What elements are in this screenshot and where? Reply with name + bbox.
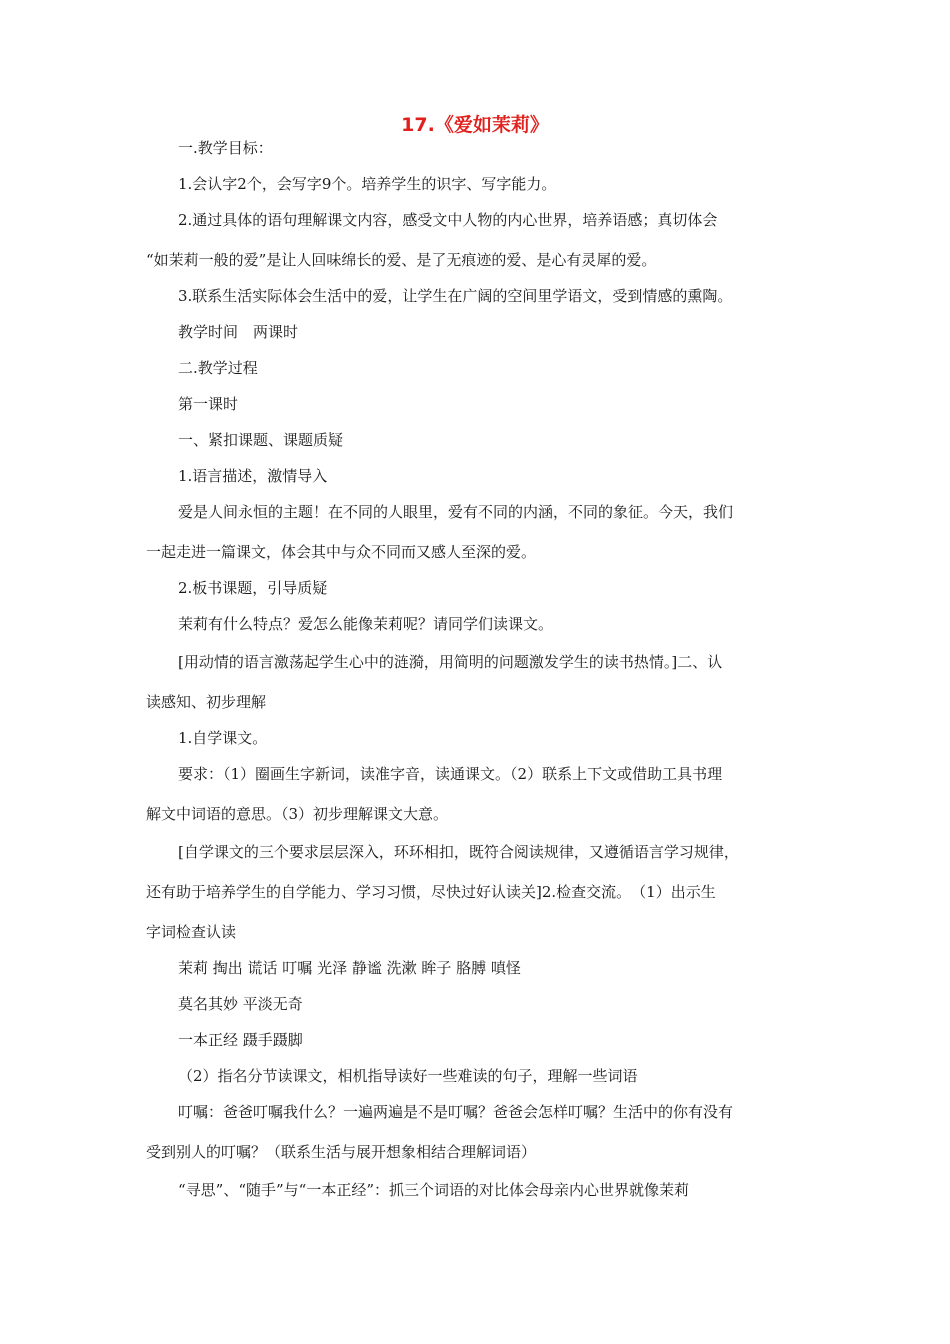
paragraph: 2.通过具体的语句理解课文内容，感受文中人物的内心世界，培养语感；真切体会 [178, 211, 718, 229]
paragraph: 字词检查认读 [146, 923, 237, 941]
paragraph: “寻思”、“随手”与“一本正经”：抓三个词语的对比体会母亲内心世界就像茉莉 [178, 1181, 690, 1199]
paragraph: 2.板书课题，引导质疑 [178, 579, 328, 597]
document-title: 17.《爱如茉莉》 [401, 114, 549, 136]
paragraph: 3.联系生活实际体会生活中的爱，让学生在广阔的空间里学语文，受到情感的熏陶。 [178, 287, 733, 305]
paragraph: 爱是人间永恒的主题！在不同的人眼里，爱有不同的内涵，不同的象征。今天，我们 [178, 503, 734, 521]
paragraph: （2）指名分节读课文，相机指导读好一些难读的句子，理解一些词语 [178, 1067, 638, 1085]
paragraph: 要求：（1）圈画生字新词，读准字音，读通课文。（2）联系上下文或借助工具书理 [178, 765, 723, 783]
paragraph: 解文中词语的意思。（3）初步理解课文大意。 [146, 805, 449, 823]
paragraph: 教学时间 两课时 [178, 323, 299, 341]
section-heading-objectives: 一.教学目标： [178, 139, 273, 157]
section-heading-process: 二.教学过程 [178, 359, 258, 377]
paragraph: 1.自学课文。 [178, 729, 268, 747]
paragraph: 1.会认字2个，会写字9个。培养学生的识字、写字能力。 [178, 175, 557, 193]
paragraph: 读感知、初步理解 [146, 693, 267, 711]
vocabulary-list: 茉莉 掏出 谎话 叮嘱 光泽 静谧 洗漱 眸子 胳膊 嗔怪 [178, 959, 521, 977]
vocabulary-list: 一本正经 蹑手蹑脚 [178, 1031, 303, 1049]
paragraph: 还有助于培养学生的自学能力、学习习惯，尽快过好认读关]2.检查交流。 （1）出示生 [146, 883, 716, 901]
paragraph: “如茉莉一般的爱”是让人回味绵长的爱、是了无痕迹的爱、是心有灵犀的爱。 [146, 251, 657, 269]
vocabulary-list: 莫名其妙 平淡无奇 [178, 995, 303, 1013]
paragraph: 受到别人的叮嘱？（联系生活与展开想象相结合理解词语） [146, 1143, 537, 1161]
paragraph: 第一课时 [178, 395, 239, 413]
paragraph: [自学课文的三个要求层层深入，环环相扣，既符合阅读规律，又遵循语言学习规律， [178, 843, 739, 861]
paragraph: 一、紧扣课题、课题质疑 [178, 431, 344, 449]
paragraph: 1.语言描述，激情导入 [178, 467, 328, 485]
paragraph: 茉莉有什么特点？爱怎么能像茉莉呢？请同学们读课文。 [178, 615, 554, 633]
paragraph: [用动情的语言激荡起学生心中的涟漪，用简明的问题激发学生的读书热情。]二、认 [178, 653, 723, 671]
paragraph: 叮嘱：爸爸叮嘱我什么？一遍两遍是不是叮嘱？爸爸会怎样叮嘱？生活中的你有没有 [178, 1103, 734, 1121]
paragraph: 一起走进一篇课文，体会其中与众不同而又感人至深的爱。 [146, 543, 537, 561]
